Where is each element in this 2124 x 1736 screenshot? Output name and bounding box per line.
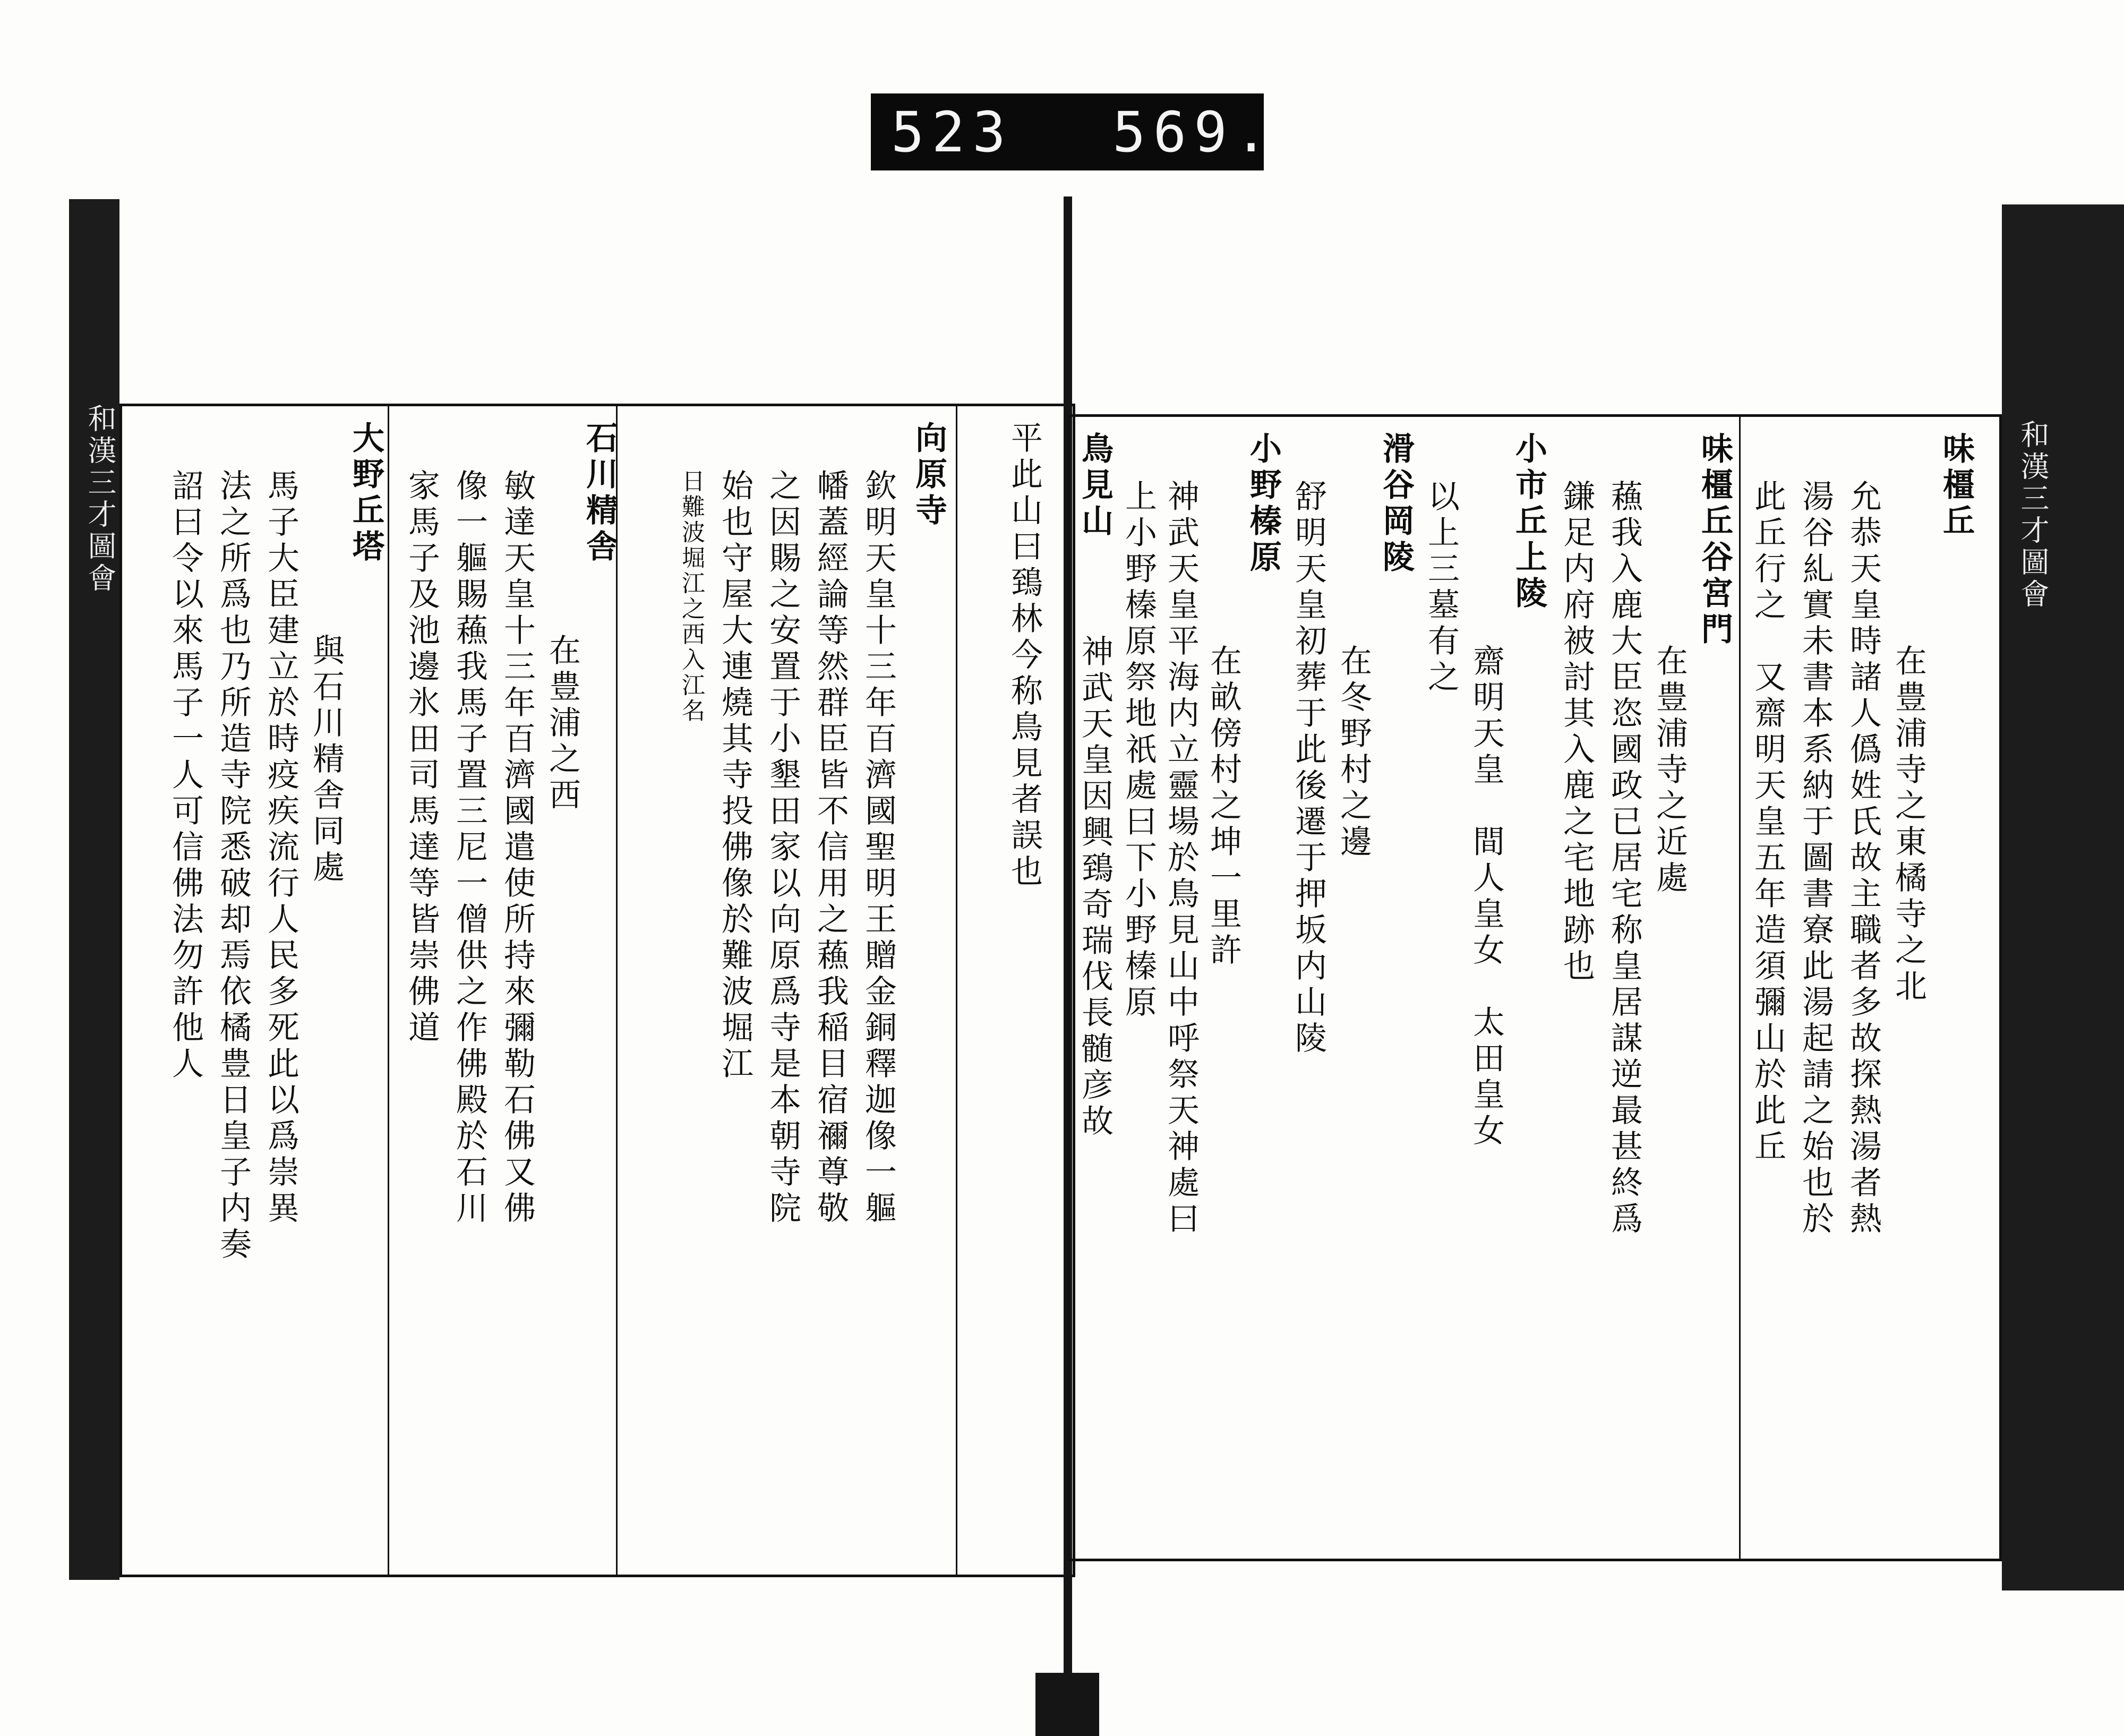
text-column: 像一軀賜蘓我馬子置三尼一僧供之作佛殿於石川 <box>451 469 488 1227</box>
text-column: 以上三墓有之 <box>1423 480 1460 696</box>
column-rule <box>616 406 618 1575</box>
text-column: 詔曰令以來馬子一人可信佛法勿許他人 <box>167 469 204 1083</box>
text-column: 湯谷糺實未書本系納于圖書寮此湯起請之始也於 <box>1797 480 1834 1238</box>
left-page <box>119 404 1075 1577</box>
column-rule <box>388 406 389 1575</box>
text-column: 敏達天皇十三年百濟國遣使所持來彌勒石佛又佛 <box>499 469 536 1227</box>
location-note: 在豊浦之西 <box>544 634 581 814</box>
column-rule <box>956 406 957 1575</box>
section-heading: 鳥見山 <box>1076 432 1114 540</box>
text-column: 蘓我入鹿大臣恣國政已居宅称皇居謀逆最甚終爲 <box>1606 480 1643 1238</box>
text-column: 法之所爲也乃所造寺院悉破却焉依橘豊日皇子内奏 <box>215 469 252 1263</box>
location-note: 在冬野村之邊 <box>1335 644 1372 861</box>
text-column: 幡蓋經論等然群臣皆不信用之蘓我稲目宿禰尊敬 <box>812 469 849 1227</box>
left-margin-title: 和漢三才圖會 <box>83 404 117 595</box>
section-heading: 滑谷岡陵 <box>1377 432 1415 576</box>
right-margin-title: 和漢三才圖會 <box>2016 420 2050 611</box>
right-page <box>1067 414 2002 1561</box>
book-spine-base <box>1035 1673 1099 1736</box>
text-column: 神武天皇因興鵄奇瑞伐長髄彦故 <box>1076 635 1114 1140</box>
section-heading: 石川精舎 <box>581 421 618 566</box>
annotation-column: 日難波堀江之西入江名 <box>678 469 705 724</box>
section-heading: 大野丘塔 <box>347 421 384 566</box>
location-note: 與石川精舎同處 <box>307 634 345 886</box>
section-heading: 小市丘上陵 <box>1510 432 1547 612</box>
archive-number-label <box>871 93 1275 170</box>
column-rule <box>1739 417 1741 1559</box>
location-note: 在豊浦寺之近處 <box>1651 644 1688 897</box>
text-column: 上小野榛原祭地祇處曰下小野榛原 <box>1120 480 1157 1021</box>
section-heading: 小野榛原 <box>1245 432 1282 576</box>
text-column: 神武天皇平海内立靈場於鳥見山中呼祭天神處曰 <box>1162 480 1200 1238</box>
text-column: 之因賜之安置于小墾田家以向原爲寺是本朝寺院 <box>764 469 801 1227</box>
location-note: 在畝傍村之坤一里許 <box>1205 644 1242 969</box>
text-column: 舒明天皇初葬于此後遷于押坂内山陵 <box>1290 480 1327 1057</box>
text-column: 允恭天皇時諸人僞姓氏故主職者多故探熱湯者熱 <box>1845 480 1882 1238</box>
text-column: 始也守屋大連燒其寺投佛像於難波堀江 <box>716 469 753 1083</box>
text-column: 馬子大臣建立於時疫疾流行人民多死此以爲崇異 <box>262 469 299 1227</box>
text-column: 家馬子及池邊氷田司馬達等皆崇佛道 <box>403 469 440 1047</box>
right-book-edge <box>2002 204 2124 1590</box>
location-note: 齋明天皇 間人皇女 太田皇女 <box>1468 644 1505 1150</box>
section-heading: 向原寺 <box>910 421 947 529</box>
archive-number-left: 523 <box>891 100 1013 165</box>
section-heading: 味橿丘谷宮門 <box>1696 432 1733 648</box>
archive-number-right: 569. <box>1112 100 1275 165</box>
text-column: 平此山曰鵄林今称鳥見者誤也 <box>1006 421 1043 891</box>
text-column: 此丘行之 又齋明天皇五年造須彌山於此丘 <box>1749 480 1786 1166</box>
text-column: 鎌足内府被討其入鹿之宅地跡也 <box>1558 480 1595 985</box>
text-column: 欽明天皇十三年百濟國聖明王贈金銅釋迦像一軀 <box>860 469 897 1227</box>
section-heading: 味橿丘 <box>1938 432 1975 540</box>
location-note: 在豊浦寺之東橘寺之北 <box>1890 644 1927 1005</box>
